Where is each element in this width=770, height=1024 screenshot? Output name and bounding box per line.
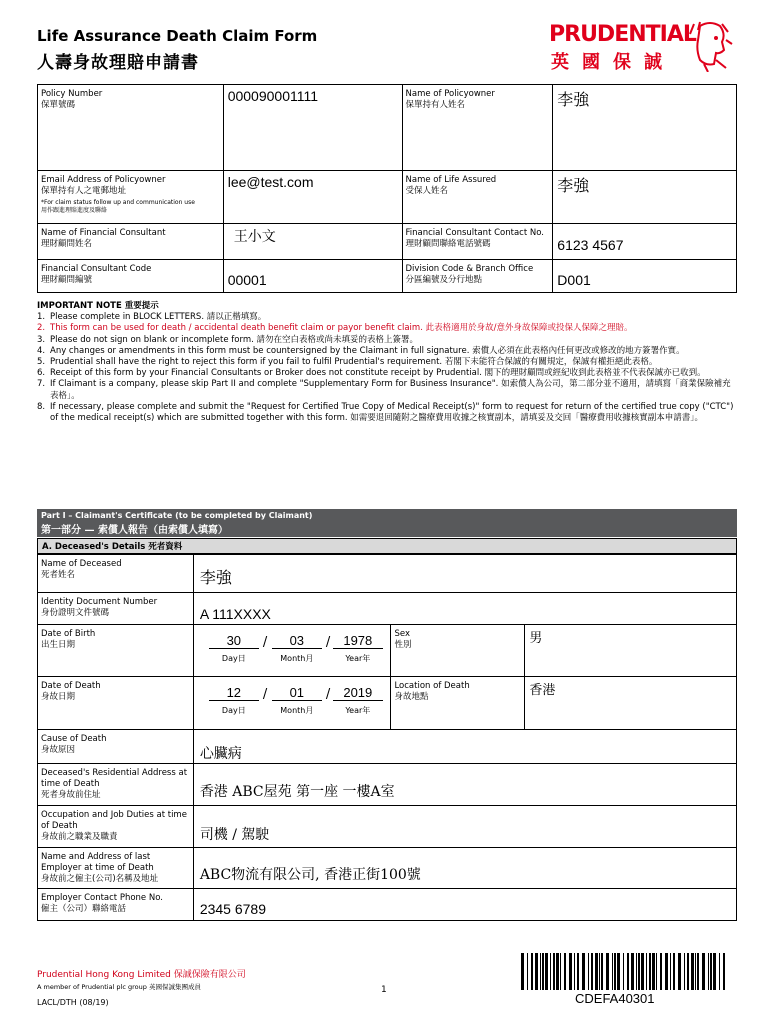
id-number-label: Identity Document Number 身份證明文件號碼: [41, 597, 158, 618]
note-item: 1. Please complete in BLOCK LETTERS. 請以正楷填寫。: [37, 312, 267, 323]
month-label: Month月: [280, 706, 314, 715]
dob-day[interactable]: 30: [209, 633, 259, 649]
form-code: LACL/DTH (08/19): [37, 998, 109, 1007]
dod-field[interactable]: 12 / 01 / 2019 Day日 Month月 Year年: [193, 677, 391, 730]
note-item: 5. Prudential shall have the right to reject this form if you fail to fulfil Prudential's requirement. 若閣下未能符合保誠的有關規定，保誠有權拒絕此表格。: [37, 357, 658, 368]
life-assured-field[interactable]: 李強: [557, 176, 590, 195]
page-number: 1: [381, 985, 387, 995]
part1-title-zh: 第一部分 — 索償人報告（由索償人填寫）: [41, 525, 228, 536]
policy-number-field[interactable]: 000090001111: [227, 88, 319, 104]
id-number-field[interactable]: A 111XXXX: [199, 606, 271, 622]
part1-title-en: Part I – Claimant's Certificate (to be completed by Claimant): [41, 511, 313, 520]
fc-code-label: Financial Consultant Code 理財顧問編號: [41, 264, 152, 285]
note-item: 7. If Claimant is a company, please skip Part II and complete "Supplementary Form for Business Insurance". 如索償人為公司，第二部分並不適用，請填寫「商業保險補充表格」。: [37, 379, 731, 401]
sex-label: Sex 性別: [394, 629, 412, 650]
dod-month[interactable]: 01: [272, 685, 322, 701]
cause-label: Cause of Death 身故原因: [41, 734, 107, 755]
fc-name-label: Name of Financial Consultant 理財顧問姓名: [41, 228, 166, 249]
year-label: Year年: [345, 706, 371, 715]
deceased-name-label: Name of Deceased 死者姓名: [41, 559, 122, 580]
section-a-header: A. Deceased's Details 死者資料: [37, 538, 737, 554]
important-note-heading: IMPORTANT NOTE 重要提示: [37, 301, 159, 311]
month-label: Month月: [280, 654, 314, 663]
email-label: Email Address of Policyowner 保單持有人之電郵地址: [41, 175, 166, 196]
barcode-icon: [521, 953, 729, 990]
cause-field[interactable]: 心臟病: [199, 746, 242, 762]
occupation-label: Occupation and Job Duties at time of Death 身故前之職業及職責: [41, 810, 187, 842]
employer-label: Name and Address of last Employer at time of Death 身故前之僱主(公司)名稱及地址: [41, 852, 159, 884]
prudential-logo-text: PRUDENTIAL: [549, 22, 696, 47]
note-item: 2. This form can be used for death / accidental death benefit claim or payor benefit claim. 此表格適用於身故/意外身故保障或投保人保障之理賠。: [37, 323, 633, 334]
deceased-name-field[interactable]: 李強: [199, 568, 232, 587]
policy-owner-label: Name of Policyowner 保單持有人姓名: [405, 89, 495, 110]
prudence-head-logo-icon: [686, 20, 734, 72]
email-field[interactable]: lee@test.com: [227, 174, 314, 190]
fc-code-field[interactable]: 00001: [227, 272, 267, 288]
barcode-text: CDEFA40301: [575, 991, 655, 1006]
division-label: Division Code & Branch Office 分區編號及分行地點: [405, 264, 534, 285]
year-label: Year年: [345, 654, 371, 663]
fc-contact-label: Financial Consultant Contact No. 理財顧問聯絡電話號碼: [405, 228, 544, 249]
fc-name-field[interactable]: 王小文: [233, 229, 276, 245]
company-name: Prudential Hong Kong Limited 保誠保險有限公司: [37, 970, 246, 980]
prudential-logo-chinese: 英國保誠: [551, 52, 675, 73]
dob-month[interactable]: 03: [272, 633, 322, 649]
location-field[interactable]: 香港: [529, 683, 556, 698]
address-field[interactable]: 香港 ABC屋苑 第一座 一樓A室: [199, 784, 395, 800]
dob-year[interactable]: 1978: [333, 633, 383, 649]
day-label: Day日: [221, 654, 246, 663]
dob-label: Date of Birth 出生日期: [41, 629, 96, 650]
sex-field[interactable]: 男: [529, 631, 543, 646]
note-item: 8. If necessary, please complete and submit the "Request for Certified True Copy of Medical Receipt(s)" form to request for return of the certified true copy ("CTC") of the medical receipt(s) which are submitted together with this form. 如需要退回隨附之醫療費用收據之核實副本，請填妥及交回「醫療費用收據核實副本申請書」。: [37, 401, 734, 424]
employer-phone-label: Employer Contact Phone No. 僱主（公司）聯絡電話: [41, 893, 163, 914]
division-field[interactable]: D001: [557, 272, 591, 288]
dod-label: Date of Death 身故日期: [41, 681, 101, 702]
occupation-field[interactable]: 司機 / 駕駛: [199, 827, 270, 843]
location-label: Location of Death 身故地點: [394, 681, 470, 702]
note-item: 4. Any changes or amendments in this form must be countersigned by the Claimant in full signature. 索償人必須在此表格內任何更改或修改的地方簽署作實。: [37, 345, 685, 356]
group-member-note: A member of Prudential plc group 英國保誠集團成員: [37, 983, 201, 991]
employer-field[interactable]: ABC物流有限公司, 香港正街100號: [199, 867, 421, 883]
life-assured-label: Name of Life Assured 受保人姓名: [405, 175, 497, 196]
day-label: Day日: [221, 706, 246, 715]
policy-info-table: [37, 84, 737, 293]
fc-contact-field[interactable]: 6123 4567: [557, 237, 624, 253]
email-note: *For claim status follow up and communication use 用作跟進理賠進度及聯絡: [41, 199, 195, 214]
deceased-details-table: [37, 554, 737, 921]
part1-header: [37, 509, 737, 537]
policy-owner-field[interactable]: 李強: [557, 90, 590, 109]
address-label: Deceased's Residential Address at time of Death 死者身故前住址: [41, 768, 188, 800]
note-item: 6. Receipt of this form by your Financial Consultants or Broker does not constitute receipt by Prudential. 閣下的理財顧問或經紀收到此表格並不代表保誠亦已收到。: [37, 368, 706, 379]
form-title-en: Life Assurance Death Claim Form: [37, 27, 318, 45]
dod-day[interactable]: 12: [209, 685, 259, 701]
policy-number-label: Policy Number 保單號碼: [41, 89, 103, 110]
important-notes: [37, 301, 737, 424]
dod-year[interactable]: 2019: [333, 685, 383, 701]
form-title-zh: 人壽身故理賠申請書: [37, 53, 199, 73]
dob-field[interactable]: 30 / 03 / 1978 Day日 Month月 Year年: [193, 625, 391, 677]
note-item: 3. Please do not sign on blank or incomplete form. 請勿在空白表格或尚未填妥的表格上簽署。: [37, 334, 419, 345]
employer-phone-field[interactable]: 2345 6789: [199, 901, 266, 917]
